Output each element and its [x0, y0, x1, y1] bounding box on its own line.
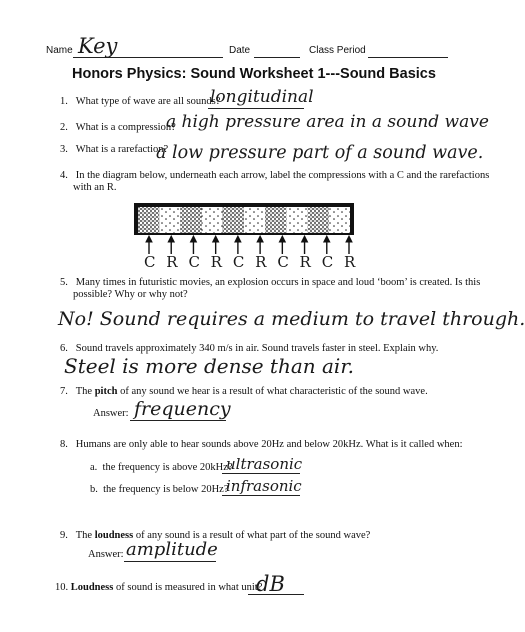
- q1-answer[interactable]: longitudinal: [210, 87, 314, 107]
- q6-answer[interactable]: Steel is more dense than air.: [64, 354, 355, 378]
- q7-answer-label: Answer:: [93, 408, 129, 419]
- up-arrow-icon: [279, 236, 285, 254]
- q3-answer[interactable]: a low pressure part of a sound wave.: [156, 143, 484, 163]
- q6-number: 6.: [60, 343, 68, 354]
- up-arrow-icon: [168, 236, 174, 254]
- rarefaction-band: [244, 207, 265, 233]
- question-2: [60, 122, 176, 133]
- q8b: [90, 484, 229, 495]
- q5-answer[interactable]: No! Sound requires a medium to travel through.: [58, 308, 525, 330]
- q3-text: What is a rarefaction?: [75, 144, 169, 155]
- q5-number: 5.: [60, 277, 68, 288]
- compression-band: [180, 207, 201, 233]
- date-line[interactable]: [254, 57, 300, 58]
- q9-text-post: of any sound is a result of what part of the sound wave?: [133, 530, 371, 541]
- q9-answer-label: Answer:: [88, 549, 124, 560]
- q2-number: 2.: [60, 122, 68, 133]
- q8b-text: the frequency is below 20Hz?: [103, 484, 229, 495]
- class-period-line[interactable]: [368, 57, 448, 58]
- date-label: Date: [229, 45, 251, 56]
- rarefaction-label[interactable]: R: [299, 253, 311, 271]
- worksheet-title: Honors Physics: Sound Worksheet 1---Sound Basics: [72, 66, 436, 82]
- q9-text-pre: The: [75, 530, 95, 541]
- question-4: [60, 170, 489, 181]
- q9-answer[interactable]: amplitude: [126, 539, 218, 560]
- question-3: [60, 144, 168, 155]
- rarefaction-label[interactable]: R: [166, 253, 178, 271]
- q5-text-line2: possible? Why or why not?: [73, 289, 188, 300]
- rarefaction-band: [286, 207, 307, 233]
- q4-number: 4.: [60, 170, 68, 181]
- name-label: Name: [46, 45, 73, 56]
- q8a-letter: a.: [90, 462, 98, 473]
- compression-band: [308, 207, 329, 233]
- q9-answer-line: [124, 561, 216, 562]
- name-value[interactable]: Key: [78, 34, 118, 58]
- q9-number: 9.: [60, 530, 68, 541]
- q8b-answer-line: [222, 495, 300, 496]
- q9-keyword: loudness: [94, 530, 134, 541]
- q10-keyword: Loudness: [70, 582, 114, 593]
- up-arrow-icon: [190, 236, 196, 254]
- q7-answer-line: [130, 420, 226, 421]
- q2-text: What is a compression?: [75, 122, 176, 133]
- up-arrow-icon: [346, 236, 352, 254]
- q8a-answer[interactable]: ultrasonic: [226, 455, 303, 473]
- q10-number: 10.: [55, 582, 69, 593]
- rarefaction-label[interactable]: R: [255, 253, 267, 271]
- compression-band: [138, 207, 159, 233]
- q3-number: 3.: [60, 144, 68, 155]
- q1-answer-line: [208, 108, 304, 109]
- up-arrow-icon: [146, 236, 152, 254]
- compression-label[interactable]: C: [188, 253, 200, 271]
- compression-band: [223, 207, 244, 233]
- q8b-answer[interactable]: infrasonic: [226, 477, 302, 495]
- compression-label[interactable]: C: [232, 253, 245, 271]
- q5-text: Many times in futuristic movies, an explosion occurs in space and loud ‘boom’ is created. Is this: [75, 277, 481, 288]
- q8a: [90, 462, 233, 473]
- compression-label[interactable]: C: [277, 253, 289, 271]
- q2-answer[interactable]: a high pressure area in a sound wave: [166, 112, 489, 132]
- q7-number: 7.: [60, 386, 68, 397]
- q10-answer[interactable]: dB: [256, 572, 285, 596]
- q1-text: What type of wave are all sounds?: [75, 96, 221, 107]
- rarefaction-band: [159, 207, 180, 233]
- up-arrow-icon: [235, 236, 241, 254]
- q7-text-post: of any sound we hear is a result of what characteristic of the sound wave.: [117, 386, 428, 397]
- compression-band: [265, 207, 286, 233]
- q8a-answer-line: [222, 473, 300, 474]
- question-8: [60, 439, 463, 450]
- compression-label[interactable]: C: [321, 253, 334, 271]
- compression-label[interactable]: C: [144, 253, 156, 271]
- q7-keyword: pitch: [94, 386, 118, 397]
- q7-text-pre: The: [75, 386, 95, 397]
- q4-text-line2: with an R.: [73, 182, 117, 193]
- q10-text-post: of sound is measured in what unit?: [113, 582, 263, 593]
- question-5: [60, 277, 480, 288]
- question-10: [55, 582, 262, 593]
- q8a-text: the frequency is above 20kHz?: [102, 462, 233, 473]
- rarefaction-label[interactable]: R: [210, 253, 222, 271]
- question-6: [60, 343, 438, 354]
- up-arrow-icon: [213, 236, 219, 254]
- q8b-letter: b.: [90, 484, 98, 495]
- rarefaction-band: [329, 207, 350, 233]
- class-period-label: Class Period: [309, 45, 366, 56]
- question-7: [60, 386, 428, 397]
- q6-text: Sound travels approximately 340 m/s in air. Sound travels faster in steel. Explain why.: [75, 343, 439, 354]
- rarefaction-band: [202, 207, 223, 233]
- up-arrow-icon: [324, 236, 330, 254]
- q1-number: 1.: [60, 96, 68, 107]
- up-arrow-icon: [302, 236, 308, 254]
- question-1: [60, 96, 220, 107]
- q8-number: 8.: [60, 439, 68, 450]
- q4-text: In the diagram below, underneath each arrow, label the compressions with a C and the rarefactions: [75, 170, 490, 181]
- q8-text: Humans are only able to hear sounds above 20Hz and below 20kHz. What is it called when:: [75, 439, 463, 450]
- rarefaction-label[interactable]: R: [344, 253, 356, 271]
- q7-answer[interactable]: frequency: [134, 398, 231, 420]
- up-arrow-icon: [257, 236, 263, 254]
